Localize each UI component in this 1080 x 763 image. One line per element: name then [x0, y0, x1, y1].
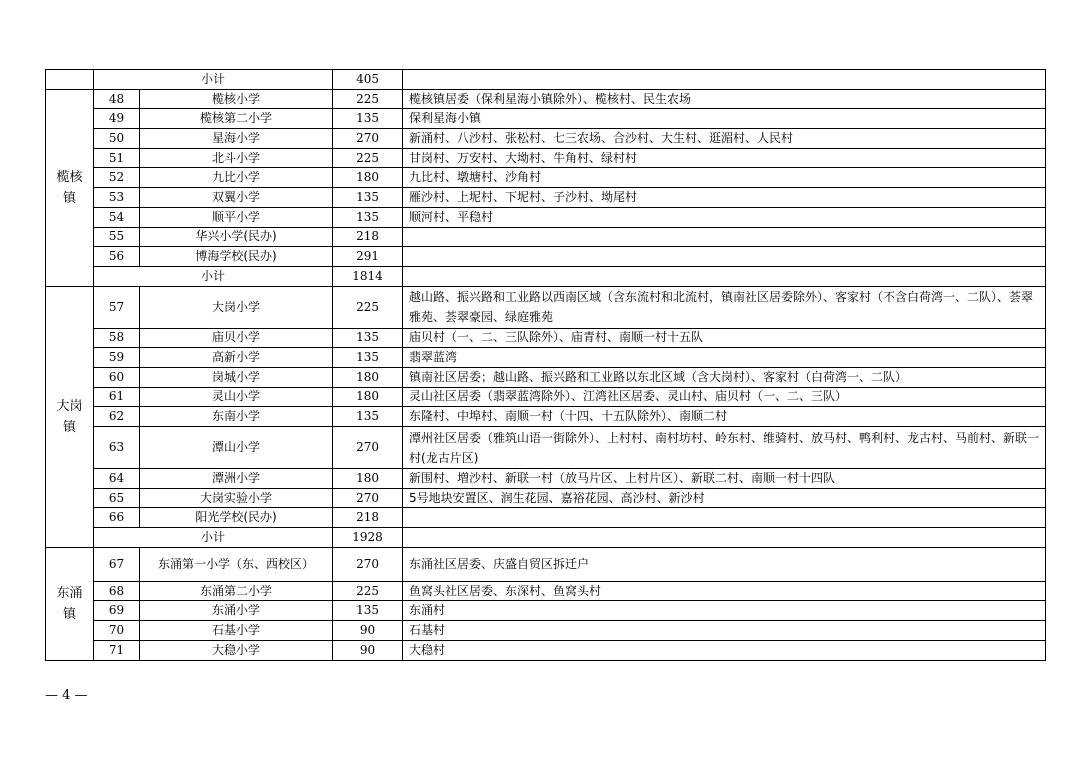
- row-number: 51: [94, 148, 140, 168]
- table-row: [46, 188, 1046, 208]
- catchment-area: 庙贝村（一、二、三队除外）、庙青村、南顺一村十五队: [403, 328, 1046, 348]
- school-name: 庙贝小学: [140, 328, 333, 348]
- subtotal-label: 小计: [94, 528, 333, 548]
- enrollment-quota: 180: [333, 367, 403, 387]
- table-row: [46, 407, 1046, 427]
- table-row: [46, 581, 1046, 601]
- table-row: [46, 89, 1046, 109]
- row-number: 49: [94, 109, 140, 129]
- table-row: [46, 328, 1046, 348]
- row-number: 63: [94, 427, 140, 469]
- row-number: 62: [94, 407, 140, 427]
- school-name: 大岗小学: [140, 286, 333, 328]
- table-row: [46, 640, 1046, 660]
- catchment-area: 潭州社区居委（雅筑山语一街除外）、上村村、南村坊村、岭东村、维骑村、放马村、鸭利村、龙古村、马前村、新联一村(龙古片区): [403, 427, 1046, 469]
- subtotal-value: 1814: [333, 266, 403, 286]
- row-number: 58: [94, 328, 140, 348]
- table-row: [46, 508, 1046, 528]
- subtotal-area-empty: [403, 70, 1046, 90]
- school-name: 灵山小学: [140, 387, 333, 407]
- subtotal-value: 1928: [333, 528, 403, 548]
- enrollment-quota: 135: [333, 407, 403, 427]
- enrollment-quota: 225: [333, 89, 403, 109]
- row-number: 67: [94, 547, 140, 581]
- school-name: 榄核小学: [140, 89, 333, 109]
- enrollment-quota: 90: [333, 640, 403, 660]
- school-name: 高新小学: [140, 348, 333, 368]
- school-name: 东南小学: [140, 407, 333, 427]
- enrollment-quota: 90: [333, 621, 403, 641]
- enrollment-quota: 135: [333, 188, 403, 208]
- enrollment-quota: 218: [333, 508, 403, 528]
- row-number: 61: [94, 387, 140, 407]
- catchment-area: 东隆村、中埠村、南顺一村（十四、十五队除外）、南顺二村: [403, 407, 1046, 427]
- school-name: 顺平小学: [140, 207, 333, 227]
- enrollment-quota: 270: [333, 547, 403, 581]
- school-name: 博海学校(民办): [140, 247, 333, 267]
- catchment-area: 鱼窝头社区居委、东深村、鱼窝头村: [403, 581, 1046, 601]
- table-row: [46, 207, 1046, 227]
- row-number: 65: [94, 488, 140, 508]
- catchment-area: 越山路、振兴路和工业路以西南区域（含东流村和北流村，镇南社区居委除外）、客家村（不含白荷湾一、二队）、荟翠雅苑、荟翠豪园、绿庭雅苑: [403, 286, 1046, 328]
- subtotal-row: [46, 266, 1046, 286]
- table-row: [46, 621, 1046, 641]
- enrollment-quota: 135: [333, 109, 403, 129]
- catchment-area: 新涌村、八沙村、张松村、七三农场、合沙村、大生村、逛湄村、人民村: [403, 129, 1046, 149]
- row-number: 50: [94, 129, 140, 149]
- town-name-cell: 东涌 镇: [46, 547, 94, 660]
- school-name: 岗城小学: [140, 367, 333, 387]
- subtotal-value: 405: [333, 70, 403, 90]
- town-name-cell: 榄核 镇: [46, 89, 94, 286]
- table-body: [46, 70, 1046, 661]
- school-zoning-table: [45, 69, 1046, 661]
- row-number: 57: [94, 286, 140, 328]
- table-row: [46, 547, 1046, 581]
- table-row: [46, 286, 1046, 328]
- table-row: [46, 247, 1046, 267]
- row-number: 59: [94, 348, 140, 368]
- table-row: [46, 227, 1046, 247]
- table-row: [46, 427, 1046, 469]
- school-name: 九比小学: [140, 168, 333, 188]
- school-name: 潭山小学: [140, 427, 333, 469]
- table-row: [46, 148, 1046, 168]
- row-number: 54: [94, 207, 140, 227]
- row-number: 55: [94, 227, 140, 247]
- row-number: 64: [94, 469, 140, 489]
- town-name-cell: 大岗 镇: [46, 286, 94, 547]
- row-number: 56: [94, 247, 140, 267]
- catchment-area: 大稳村: [403, 640, 1046, 660]
- enrollment-quota: 180: [333, 168, 403, 188]
- enrollment-quota: 218: [333, 227, 403, 247]
- catchment-area: [403, 227, 1046, 247]
- enrollment-quota: 135: [333, 328, 403, 348]
- catchment-area: 顺河村、平稳村: [403, 207, 1046, 227]
- school-name: 榄核第二小学: [140, 109, 333, 129]
- catchment-area: 东涌社区居委、庆盛自贸区拆迁户: [403, 547, 1046, 581]
- catchment-area: 九比村、墩塘村、沙角村: [403, 168, 1046, 188]
- school-name: 阳光学校(民办): [140, 508, 333, 528]
- catchment-area: 灵山社区居委（翡翠蓝湾除外）、江湾社区居委、灵山村、庙贝村（一、二、三队）: [403, 387, 1046, 407]
- enrollment-quota: 291: [333, 247, 403, 267]
- catchment-area: 翡翠蓝湾: [403, 348, 1046, 368]
- table-row: [46, 348, 1046, 368]
- enrollment-quota: 225: [333, 581, 403, 601]
- school-name: 大稳小学: [140, 640, 333, 660]
- school-name: 大岗实验小学: [140, 488, 333, 508]
- table-row: [46, 168, 1046, 188]
- table-row: [46, 129, 1046, 149]
- row-number: 52: [94, 168, 140, 188]
- enrollment-quota: 270: [333, 427, 403, 469]
- enrollment-quota: 270: [333, 488, 403, 508]
- catchment-area: 雁沙村、上坭村、下坭村、子沙村、坳尾村: [403, 188, 1046, 208]
- enrollment-quota: 180: [333, 469, 403, 489]
- subtotal-row: [46, 528, 1046, 548]
- subtotal-label: 小计: [94, 70, 333, 90]
- catchment-area: 甘岗村、万安村、大坳村、牛角村、绿村村: [403, 148, 1046, 168]
- table-row: [46, 109, 1046, 129]
- catchment-area: [403, 247, 1046, 267]
- row-number: 53: [94, 188, 140, 208]
- subtotal-area-empty: [403, 266, 1046, 286]
- catchment-area: 榄核镇居委（保利星海小镇除外）、榄核村、民生农场: [403, 89, 1046, 109]
- school-name: 东涌第一小学（东、西校区）: [140, 547, 333, 581]
- enrollment-quota: 180: [333, 387, 403, 407]
- table-row: [46, 488, 1046, 508]
- subtotal-area-empty: [403, 528, 1046, 548]
- school-name: 东涌小学: [140, 601, 333, 621]
- row-number: 60: [94, 367, 140, 387]
- page-number: — 4 —: [45, 688, 88, 703]
- row-number: 70: [94, 621, 140, 641]
- enrollment-quota: 225: [333, 286, 403, 328]
- table-row: [46, 387, 1046, 407]
- school-name: 星海小学: [140, 129, 333, 149]
- row-number: 48: [94, 89, 140, 109]
- school-name: 双翼小学: [140, 188, 333, 208]
- catchment-area: 5号地块安置区、润生花园、嘉裕花园、高沙村、新沙村: [403, 488, 1046, 508]
- subtotal-row: [46, 70, 1046, 90]
- table-row: [46, 469, 1046, 489]
- row-number: 68: [94, 581, 140, 601]
- enrollment-quota: 135: [333, 601, 403, 621]
- enrollment-quota: 270: [333, 129, 403, 149]
- table-row: [46, 601, 1046, 621]
- school-name: 潭洲小学: [140, 469, 333, 489]
- enrollment-quota: 135: [333, 348, 403, 368]
- catchment-area: 东涌村: [403, 601, 1046, 621]
- subtotal-label: 小计: [94, 266, 333, 286]
- town-cell-empty: [46, 70, 94, 90]
- table-row: [46, 367, 1046, 387]
- school-name: 北斗小学: [140, 148, 333, 168]
- enrollment-quota: 225: [333, 148, 403, 168]
- catchment-area: 镇南社区居委；越山路、振兴路和工业路以东北区域（含大岗村）、客家村（白荷湾一、二队）: [403, 367, 1046, 387]
- school-name: 华兴小学(民办): [140, 227, 333, 247]
- catchment-area: 保利星海小镇: [403, 109, 1046, 129]
- catchment-area: 石基村: [403, 621, 1046, 641]
- catchment-area: [403, 508, 1046, 528]
- school-name: 东涌第二小学: [140, 581, 333, 601]
- enrollment-quota: 135: [333, 207, 403, 227]
- catchment-area: 新围村、増沙村、新联一村（放马片区、上村片区）、新联二村、南顺一村十四队: [403, 469, 1046, 489]
- school-name: 石基小学: [140, 621, 333, 641]
- row-number: 71: [94, 640, 140, 660]
- row-number: 69: [94, 601, 140, 621]
- row-number: 66: [94, 508, 140, 528]
